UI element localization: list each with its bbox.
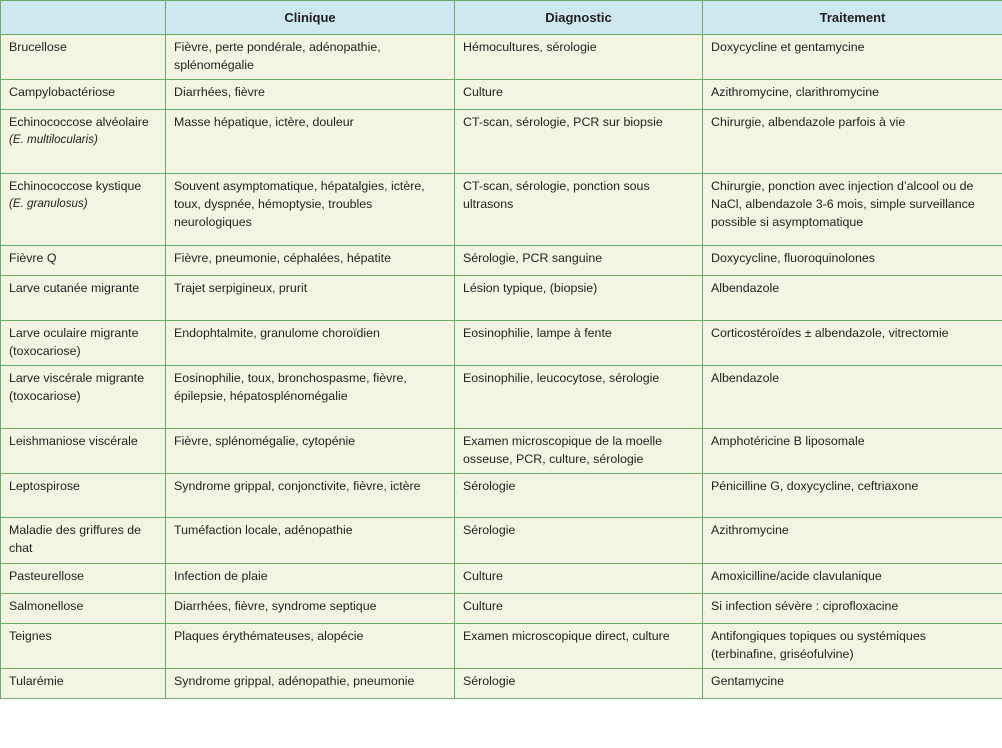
table-row <box>1 246 1002 276</box>
header-traitement: Traitement <box>703 1 1002 35</box>
disease-name: Larve oculaire migrante (toxocariose) <box>9 326 139 358</box>
disease-cell <box>1 564 166 594</box>
traitement-cell: Azithromycine <box>703 518 1002 564</box>
disease-cell <box>1 80 166 110</box>
table-row <box>1 594 1002 624</box>
disease-name: Leishmaniose viscérale <box>9 434 138 448</box>
diagnostic-cell: Sérologie, PCR sanguine <box>455 246 703 276</box>
disease-name: Tularémie <box>9 674 64 688</box>
disease-cell <box>1 624 166 669</box>
clinique-cell: Eosinophilie, toux, bronchospasme, fièvre, épilepsie, hépatosplénomégalie <box>166 366 455 429</box>
header-row <box>1 1 1002 35</box>
diagnostic-cell: Sérologie <box>455 669 703 699</box>
clinique-cell: Fièvre, perte pondérale, adénopathie, splénomégalie <box>166 35 455 80</box>
traitement-cell: Pénicilline G, doxycycline, ceftriaxone <box>703 474 1002 518</box>
diagnostic-cell: Culture <box>455 564 703 594</box>
traitement-cell: Albendazole <box>703 366 1002 429</box>
table-row <box>1 321 1002 366</box>
traitement-cell: Doxycycline et gentamycine <box>703 35 1002 80</box>
table-row <box>1 35 1002 80</box>
header-clinique: Clinique <box>166 1 455 35</box>
clinique-cell: Syndrome grippal, adénopathie, pneumonie <box>166 669 455 699</box>
disease-name: Leptospirose <box>9 479 80 493</box>
table-row <box>1 429 1002 474</box>
disease-name: Campylobactériose <box>9 85 116 99</box>
disease-name: Teignes <box>9 629 52 643</box>
clinique-cell: Infection de plaie <box>166 564 455 594</box>
table-row <box>1 624 1002 669</box>
disease-species: (E. granulosus) <box>9 197 88 210</box>
table-row <box>1 518 1002 564</box>
traitement-cell: Azithromycine, clarithromycine <box>703 80 1002 110</box>
disease-name: Brucellose <box>9 40 67 54</box>
diagnostic-cell: CT-scan, sérologie, ponction sous ultrasons <box>455 174 703 246</box>
disease-cell <box>1 174 166 246</box>
traitement-cell: Corticostéroïdes ± albendazole, vitrectomie <box>703 321 1002 366</box>
traitement-cell: Gentamycine <box>703 669 1002 699</box>
traitement-cell: Amoxicilline/acide clavulanique <box>703 564 1002 594</box>
disease-cell <box>1 35 166 80</box>
diagnostic-cell: Hémocultures, sérologie <box>455 35 703 80</box>
diagnostic-cell: Sérologie <box>455 518 703 564</box>
diagnostic-cell: CT-scan, sérologie, PCR sur biopsie <box>455 110 703 174</box>
disease-cell <box>1 276 166 321</box>
disease-cell <box>1 110 166 174</box>
clinique-cell: Endophtalmite, granulome choroïdien <box>166 321 455 366</box>
clinique-cell: Trajet serpigineux, prurit <box>166 276 455 321</box>
clinique-cell: Fièvre, pneumonie, céphalées, hépatite <box>166 246 455 276</box>
header-disease <box>1 1 166 35</box>
clinique-cell: Souvent asymptomatique, hépatalgies, ictère, toux, dyspnée, hémoptysie, troubles neurologiques <box>166 174 455 246</box>
disease-name: Larve cutanée migrante <box>9 281 140 295</box>
disease-cell <box>1 474 166 518</box>
clinique-cell: Tuméfaction locale, adénopathie <box>166 518 455 564</box>
disease-cell <box>1 594 166 624</box>
disease-name: Echinococcose alvéolaire <box>9 115 149 129</box>
table-row <box>1 366 1002 429</box>
disease-species: (E. multilocularis) <box>9 133 98 146</box>
traitement-cell: Amphotéricine B liposomale <box>703 429 1002 474</box>
clinique-cell: Diarrhées, fièvre <box>166 80 455 110</box>
disease-name: Pasteurellose <box>9 569 85 583</box>
disease-name: Larve viscérale migrante (toxocariose) <box>9 371 144 403</box>
traitement-cell: Chirurgie, ponction avec injection d’alcool ou de NaCl, albendazole 3-6 mois, simple surveillance possible si asymptomatique <box>703 174 1002 246</box>
diagnostic-cell: Examen microscopique direct, culture <box>455 624 703 669</box>
table-row <box>1 669 1002 699</box>
traitement-cell: Si infection sévère : ciprofloxacine <box>703 594 1002 624</box>
disease-cell <box>1 321 166 366</box>
disease-name: Fièvre Q <box>9 251 57 265</box>
diagnostic-cell: Culture <box>455 80 703 110</box>
diagnostic-cell: Eosinophilie, lampe à fente <box>455 321 703 366</box>
header-diagnostic: Diagnostic <box>455 1 703 35</box>
clinique-cell: Diarrhées, fièvre, syndrome septique <box>166 594 455 624</box>
table-row <box>1 276 1002 321</box>
disease-name: Maladie des griffures de chat <box>9 523 142 555</box>
diagnostic-cell: Sérologie <box>455 474 703 518</box>
table-row <box>1 474 1002 518</box>
traitement-cell: Chirurgie, albendazole parfois à vie <box>703 110 1002 174</box>
traitement-cell: Albendazole <box>703 276 1002 321</box>
table-body <box>1 35 1002 699</box>
table-row <box>1 80 1002 110</box>
diagnostic-cell: Culture <box>455 594 703 624</box>
clinique-cell: Syndrome grippal, conjonctivite, fièvre, ictère <box>166 474 455 518</box>
clinique-cell: Masse hépatique, ictère, douleur <box>166 110 455 174</box>
table-row <box>1 174 1002 246</box>
diagnostic-cell: Examen microscopique de la moelle osseuse, PCR, culture, sérologie <box>455 429 703 474</box>
disease-cell <box>1 429 166 474</box>
clinique-cell: Fièvre, splénomégalie, cytopénie <box>166 429 455 474</box>
table-row <box>1 110 1002 174</box>
traitement-cell: Antifongiques topiques ou systémiques (terbinafine, griséofulvine) <box>703 624 1002 669</box>
disease-cell <box>1 669 166 699</box>
diagnostic-cell: Lésion typique, (biopsie) <box>455 276 703 321</box>
traitement-cell: Doxycycline, fluoroquinolones <box>703 246 1002 276</box>
disease-name: Salmonellose <box>9 599 84 613</box>
diagnostic-cell: Eosinophilie, leucocytose, sérologie <box>455 366 703 429</box>
disease-cell <box>1 366 166 429</box>
disease-cell <box>1 518 166 564</box>
clinique-cell: Plaques érythémateuses, alopécie <box>166 624 455 669</box>
disease-name: Echinococcose kystique <box>9 179 142 193</box>
table-row <box>1 564 1002 594</box>
disease-cell <box>1 246 166 276</box>
